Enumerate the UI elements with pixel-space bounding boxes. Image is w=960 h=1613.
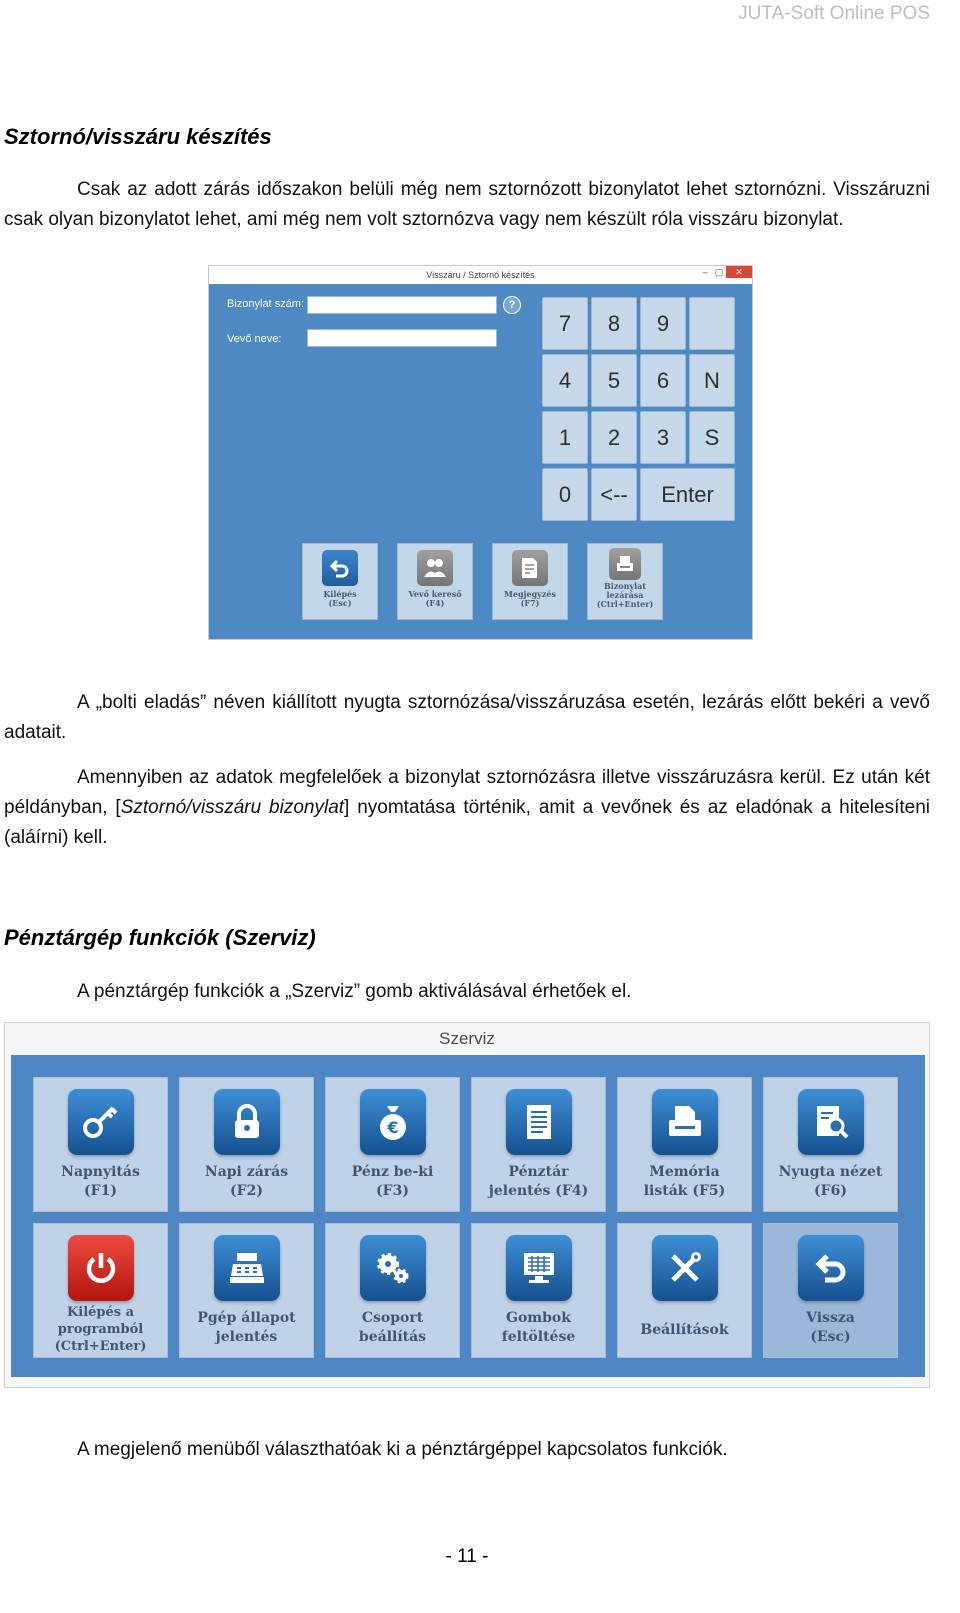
buttons-upload-label: Gombok feltöltése (501, 1310, 576, 1345)
section-title-storno: Sztornó/visszáru készítés (4, 124, 272, 149)
key-5[interactable]: 5 (591, 354, 637, 407)
note-button-label: Megjegyzés (F7) (504, 589, 556, 608)
key-6[interactable]: 6 (640, 354, 686, 407)
day-open-button[interactable] (33, 1077, 168, 1212)
key-enter[interactable]: Enter (640, 468, 735, 521)
paragraph-szerviz-outro: A megjelenő menüből választhatóak ki a pénztárgéppel kapcsolatos funkciók. (77, 1439, 728, 1460)
szerviz-button-panel (11, 1055, 925, 1377)
close-receipt-label: Bizonylat lezárása (Ctrl+Enter) (596, 581, 654, 609)
printer-icon (609, 548, 641, 580)
day-open-label: Napnyitás (F1) (61, 1164, 140, 1199)
key-s[interactable]: S (689, 411, 735, 464)
maximize-icon[interactable]: ▢ (714, 267, 724, 277)
group-settings-button[interactable] (325, 1223, 460, 1358)
register-status-button[interactable] (179, 1223, 314, 1358)
report-icon (506, 1089, 572, 1155)
key-backspace[interactable]: <-- (591, 468, 637, 521)
key-icon (68, 1089, 134, 1155)
memory-lists-label: Memória listák (F5) (643, 1164, 726, 1199)
paragraph-customer-data: A „bolti eladás” néven kiállított nyugta sztornózása/visszáruzása esetén, lezárás előtt bekéri a vevő adatait. (4, 692, 930, 743)
receipt-view-button[interactable] (763, 1077, 898, 1212)
keyboard-monitor-icon (506, 1235, 572, 1301)
note-button[interactable] (492, 543, 568, 620)
cash-report-label: Pénztár jelentés (F4) (488, 1164, 589, 1199)
settings-button[interactable] (617, 1223, 752, 1358)
receipt-number-input[interactable] (307, 296, 497, 314)
cash-register-icon (214, 1235, 280, 1301)
settings-label: Beállítások (640, 1322, 729, 1338)
key-8[interactable]: 8 (591, 297, 637, 350)
back-label: Vissza (Esc) (806, 1310, 855, 1345)
power-icon (68, 1235, 134, 1301)
back-arrow-icon (322, 550, 358, 586)
gears-icon (360, 1235, 426, 1301)
key-0[interactable]: 0 (542, 468, 588, 521)
visszaru-window (208, 265, 753, 640)
note-add-icon (512, 550, 548, 586)
back-button[interactable] (763, 1223, 898, 1358)
key-2[interactable]: 2 (591, 411, 637, 464)
day-close-button[interactable] (179, 1077, 314, 1212)
window-title: Visszáru / Sztornó készítés (426, 270, 535, 280)
tools-icon (652, 1235, 718, 1301)
cash-in-out-button[interactable] (325, 1077, 460, 1212)
exit-button[interactable] (302, 543, 378, 620)
exit-button-label: Kilépés (Esc) (323, 589, 357, 608)
receipt-view-label: Nyugta nézet (F6) (778, 1164, 883, 1199)
exit-program-label: Kilépés a programból (Ctrl+Enter) (54, 1305, 147, 1354)
buttons-upload-button[interactable] (471, 1223, 606, 1358)
cash-report-button[interactable] (471, 1077, 606, 1212)
customer-search-button[interactable] (397, 543, 473, 620)
szerviz-title: Szerviz (439, 1029, 495, 1048)
key-blank[interactable] (689, 297, 735, 350)
receipt-search-icon (798, 1089, 864, 1155)
key-9[interactable]: 9 (640, 297, 686, 350)
header-brand: JUTA-Soft Online POS (738, 3, 930, 24)
group-settings-label: Csoport beállítás (358, 1310, 427, 1345)
money-bag-euro-icon (360, 1089, 426, 1155)
customer-name-input[interactable] (307, 329, 497, 347)
customer-name-label: Vevő neve: (227, 333, 282, 345)
paragraph-storno-intro: Csak az adott zárás időszakon belüli még nem sztornózott bizonylatot lehet sztornózni. Visszáruzni csak olyan bizonylatot lehet, ami még nem volt sztornózva vagy nem készült róla visszáru bizonylat. (4, 179, 930, 230)
exit-program-button[interactable] (33, 1223, 168, 1358)
memory-lists-button[interactable] (617, 1077, 752, 1212)
key-3[interactable]: 3 (640, 411, 686, 464)
section-title-szerviz: Pénztárgép funkciók (Szerviz) (4, 925, 316, 950)
close-receipt-button[interactable] (587, 543, 663, 620)
szerviz-window (4, 1022, 930, 1388)
back-arrow-icon (798, 1235, 864, 1301)
day-close-label: Napi zárás (F2) (204, 1164, 289, 1199)
help-icon[interactable]: ? (503, 296, 521, 314)
cash-in-out-label: Pénz be-ki (F3) (351, 1164, 434, 1199)
key-1[interactable]: 1 (542, 411, 588, 464)
page-number: - 11 - (445, 1546, 489, 1567)
lock-icon (214, 1089, 280, 1155)
receipt-number-label: Bizonylat szám: (227, 298, 305, 310)
paragraph-storno-print: Amennyiben az adatok megfelelőek a bizonylat sztornózásra illetve visszáruzásra kerül. Ez után két példányban, [Sztornó/visszáru bizonylat] nyomtatása történik, amit a vevőnek és az eladónak a hitelesíteni (aláírni) kell. (4, 767, 930, 848)
close-icon[interactable]: ✕ (726, 266, 752, 278)
printer-icon (652, 1089, 718, 1155)
paragraph-szerviz-intro: A pénztárgép funkciók a „Szerviz” gomb aktiválásával érhetőek el. (77, 981, 632, 1002)
minimize-icon[interactable]: – (702, 267, 708, 277)
window-titlebar (209, 266, 752, 284)
customer-search-label: Vevő kereső (F4) (408, 589, 462, 608)
key-n[interactable]: N (689, 354, 735, 407)
key-4[interactable]: 4 (542, 354, 588, 407)
key-7[interactable]: 7 (542, 297, 588, 350)
svg-text:€: € (386, 1118, 399, 1137)
users-icon (417, 550, 453, 586)
register-status-label: Pgép állapot jelentés (197, 1310, 296, 1345)
